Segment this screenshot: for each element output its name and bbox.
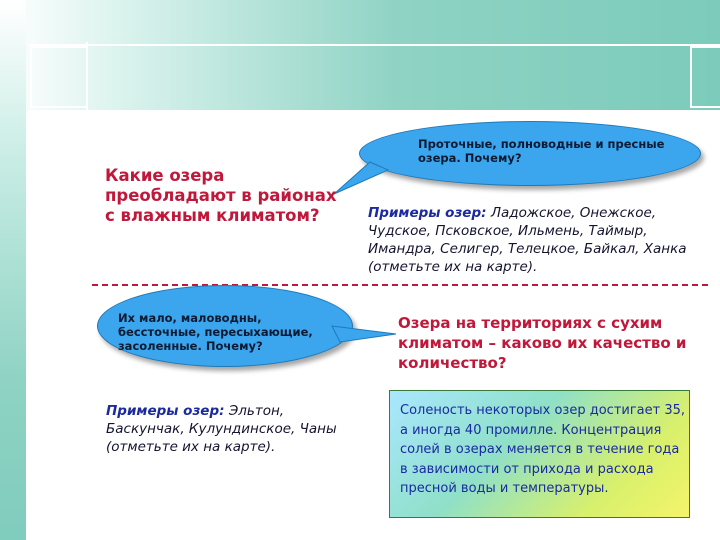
section-divider [92, 284, 708, 286]
bubble-top-text: Проточные, полноводные и пресные озера. Почему? [418, 137, 665, 165]
examples-lead: Примеры озер: [106, 403, 225, 419]
examples-lead: Примеры озер: [368, 205, 487, 221]
decor-line-v2 [30, 130, 32, 540]
salinity-text: Соленость некоторых озер достигает 35, а иногда 40 промилле. Концентрация солей в озерах меняется в течение года в зависимости от прихода и расхода пресной воды и температуры. [400, 403, 686, 496]
decor-square [30, 46, 88, 108]
dry-lakes-examples [106, 402, 358, 456]
decor-line-h [28, 110, 720, 112]
examples-list: Эльтон, Баскунчак, Кулундинское, Чаны (отметьте их на карте). [106, 403, 337, 455]
bubble-bottom-text: Их мало, маловодны, бессточные, пересыхающие, засоленные. Почему? [118, 311, 313, 353]
top-decor-band [0, 0, 720, 112]
decor-right-box [690, 46, 720, 108]
humid-lakes-examples [368, 204, 708, 276]
dry-climate-question: Озера на территориях с сухим климатом – каково их качество и количество? [398, 314, 687, 372]
decor-line-v [86, 42, 88, 540]
examples-list: Ладожское, Онежское, Чудское, Псковское, Ильмень, Таймыр, Имандра, Селигер, Телецкое, Байкал, Ханка (отметьте их на карте). [368, 205, 687, 275]
left-decor-band [0, 0, 26, 540]
speech-bubble-bottom-tail [330, 322, 400, 352]
humid-climate-question: Какие озера преобладают в районах с влажным климатом? [105, 166, 337, 225]
decor-line-h2 [30, 130, 88, 132]
decor-line-h3 [28, 44, 720, 46]
